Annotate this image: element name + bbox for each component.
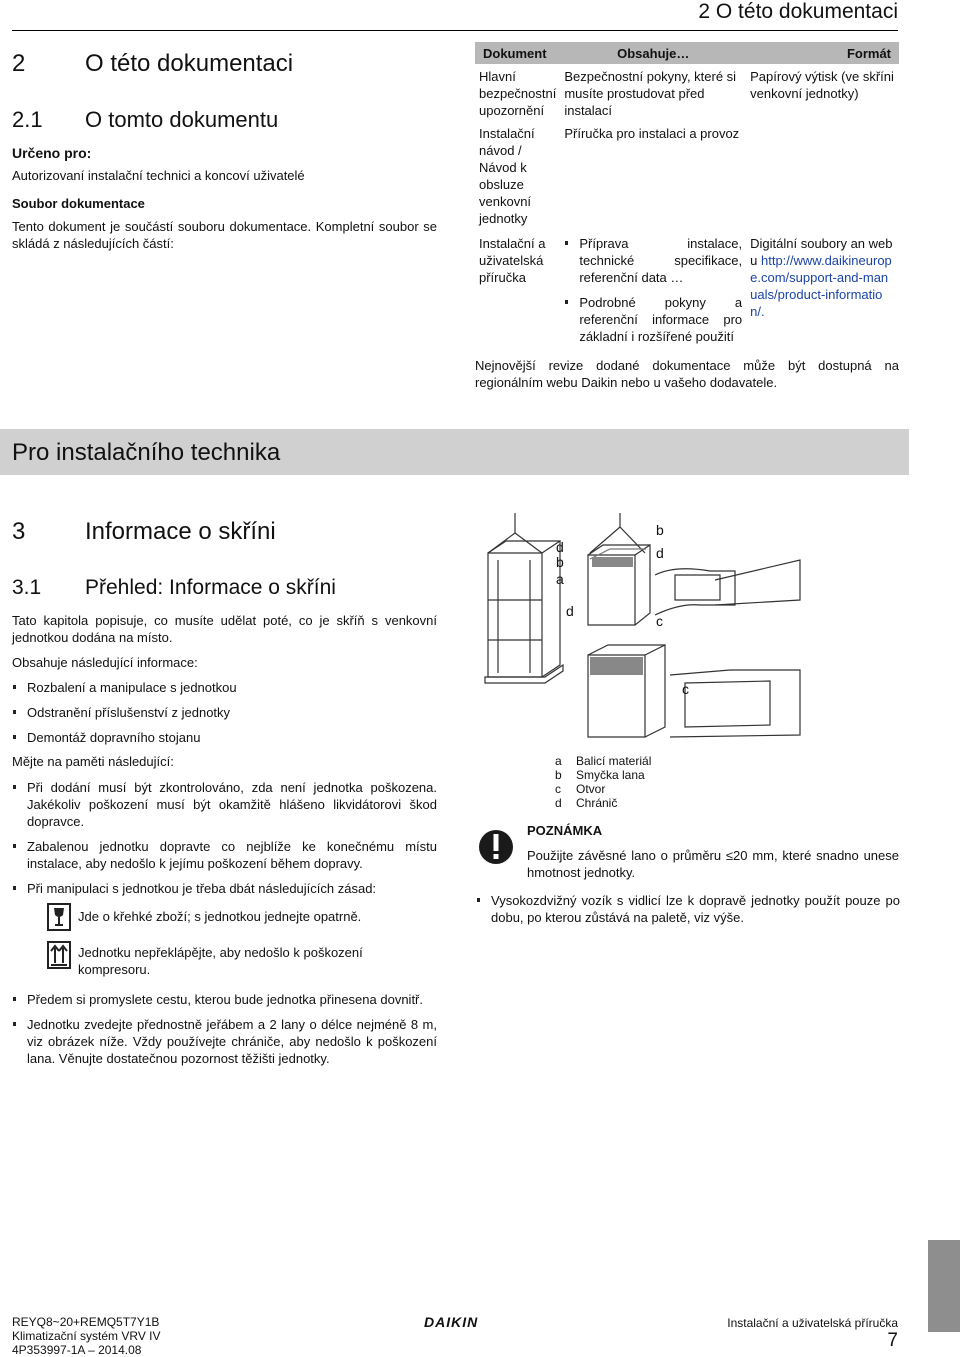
list-item: Odstranění příslušenství z jednotky bbox=[12, 704, 437, 721]
list-item: Podrobné pokyny a referenční informace pro základní i rozšířené použití bbox=[564, 294, 742, 345]
section-3-1-title: Přehled: Informace o skříni bbox=[85, 576, 336, 599]
table-cell: Hlavní bezpečnostní upozornění bbox=[479, 69, 557, 118]
header-rule bbox=[12, 30, 898, 31]
table-cell: Instalační a uživatelská příručka bbox=[479, 236, 546, 285]
contains-label: Obsahuje následující informace: bbox=[12, 655, 198, 670]
format-text: Digitální soubory an webu bbox=[750, 236, 893, 268]
contains-list bbox=[12, 679, 437, 754]
this-way-up-icon bbox=[47, 941, 71, 969]
figure-legend bbox=[555, 754, 651, 810]
table-cell: Instalační návod / Návod k obsluze venkovní jednotky bbox=[479, 126, 535, 226]
footer-model: REYQ8~20+REMQ5T7Y1B bbox=[12, 1315, 160, 1329]
legend-item: d Chránič bbox=[555, 796, 618, 810]
upright-text: Jednotku nepřeklápějte, aby nedošlo k poškození kompresoru. bbox=[78, 945, 363, 977]
note-title: POZNÁMKA bbox=[527, 823, 603, 838]
list-item: Demontáž dopravního stojanu bbox=[12, 729, 437, 746]
figure-label: b bbox=[656, 522, 664, 538]
list-item: Při dodání musí být zkontrolováno, zda není jednotka poškozena. Jakékoliv poškození musí být okamžitě hlášeno likvidátorovi škod dopravce. bbox=[12, 779, 437, 830]
right-list bbox=[476, 892, 900, 934]
page-header-title: 2 O této dokumentaci bbox=[698, 0, 898, 23]
list-item: Zabalenou jednotku dopravte co nejblíže ke konečnému místu instalace, aby nedošlo k jejímu poškození během dopravy. bbox=[12, 838, 437, 872]
documentation-table bbox=[475, 42, 899, 356]
figure-label: c bbox=[656, 613, 663, 629]
figure-label: d bbox=[556, 539, 564, 555]
table-header-row bbox=[475, 42, 899, 64]
column-header: Dokument bbox=[475, 42, 560, 64]
fragile-glass-icon bbox=[47, 903, 71, 931]
list-item: Rozbalení a manipulace s jednotkou bbox=[12, 679, 437, 696]
section-2-number: 2 bbox=[12, 50, 26, 77]
section-2-1-number: 2.1 bbox=[12, 107, 43, 132]
fragile-text: Jde o křehké zboží; s jednotkou jednejte opatrně. bbox=[78, 909, 362, 924]
list-item: Předem si promyslete cestu, kterou bude jednotka přinesena dovnitř. bbox=[12, 991, 437, 1008]
table-cell: Papírový výtisk (ve skříni venkovní jednotky) bbox=[750, 69, 894, 101]
banner-title: Pro instalačního technika bbox=[12, 439, 281, 466]
column-header: Obsahuje… bbox=[560, 42, 746, 64]
figure-label: a bbox=[556, 571, 564, 587]
legend-item: a Balicí materiál bbox=[555, 754, 652, 768]
download-link[interactable]: http://www.daikineurope.com/support-and-manuals/product-information/. bbox=[750, 253, 892, 319]
section-2-1-title: O tomto dokumentu bbox=[85, 107, 279, 132]
handling-list bbox=[12, 991, 437, 1075]
warning-exclamation-icon bbox=[478, 822, 514, 872]
list-item: Při manipulaci s jednotkou je třeba dbát následujících zásad: bbox=[12, 880, 437, 897]
intended-text: Autorizovaní instalační technici a koncoví uživatelé bbox=[12, 168, 305, 183]
footer-system: Klimatizační systém VRV IV bbox=[12, 1329, 161, 1343]
daikin-logo: DAIKIN bbox=[424, 1314, 479, 1330]
section-banner bbox=[0, 429, 909, 475]
list-item: Jednotku zvedejte přednostně jeřábem a 2 lany o délce nejméně 8 m, viz obrázek níže. Vždy používejte chrániče, aby nedošlo k poškození lana. Věnujte dostatečnou pozornost těžišti jednotky. bbox=[12, 1016, 437, 1067]
page-number: 7 bbox=[887, 1330, 898, 1351]
table-cell: Bezpečnostní pokyny, které si musíte prostudovat před instalací bbox=[564, 69, 737, 118]
doc-set-text: Tento dokument je součástí souboru dokumentace. Kompletní soubor se skládá z následujících částí: bbox=[12, 219, 437, 251]
intended-label: Určeno pro: bbox=[12, 145, 92, 161]
legend-item: c Otvor bbox=[555, 782, 606, 796]
table-cell: Příručka pro instalaci a provoz bbox=[564, 126, 740, 141]
table-cell bbox=[746, 122, 899, 232]
section-3-1-number: 3.1 bbox=[12, 576, 42, 599]
section-2-title: O této dokumentaci bbox=[85, 50, 294, 77]
remember-label: Mějte na paměti následující: bbox=[12, 754, 174, 769]
content-list bbox=[564, 235, 742, 345]
figure-label: b bbox=[556, 554, 564, 570]
lifting-illustration bbox=[470, 505, 900, 750]
list-item: Vysokozdvižný vozík s vidlicí lze k dopravě jednotky použít pouze po dobu, po kterou zůstává na paletě, viz výše. bbox=[476, 892, 900, 926]
remember-list bbox=[12, 779, 437, 905]
chapter-tab bbox=[928, 1240, 960, 1332]
figure-label: d bbox=[566, 603, 574, 619]
figure-label: d bbox=[656, 545, 664, 561]
section-3-title: Informace o skříni bbox=[85, 518, 276, 545]
table-cell bbox=[746, 232, 899, 356]
figure-label: c bbox=[682, 681, 689, 697]
footer-manual-title: Instalační a uživatelská příručka bbox=[727, 1316, 898, 1330]
table-row bbox=[475, 232, 899, 356]
list-item: Příprava instalace, technické specifikace, referenční data … bbox=[564, 235, 742, 286]
section-3-number: 3 bbox=[12, 518, 26, 545]
column-header: Formát bbox=[746, 42, 899, 64]
table-row bbox=[475, 122, 899, 232]
table-row bbox=[475, 64, 899, 122]
footer-code: 4P353997-1A – 2014.08 bbox=[12, 1343, 142, 1357]
table-cell bbox=[560, 232, 746, 356]
legend-item: b Smyčka lana bbox=[555, 768, 645, 782]
section-3-intro: Tato kapitola popisuje, co musíte udělat poté, co je skříň s venkovní jednotkou dodána na místo. bbox=[12, 613, 437, 645]
note-text: Použijte závěsné lano o průměru ≤20 mm, které snadno unese hmotnost jednotky. bbox=[527, 848, 899, 880]
doc-set-label: Soubor dokumentace bbox=[12, 196, 145, 211]
revision-note: Nejnovější revize dodané dokumentace může být dostupná na regionálním webu Daikin nebo u vašeho dodavatele. bbox=[475, 358, 899, 390]
footer-info bbox=[12, 1315, 161, 1357]
